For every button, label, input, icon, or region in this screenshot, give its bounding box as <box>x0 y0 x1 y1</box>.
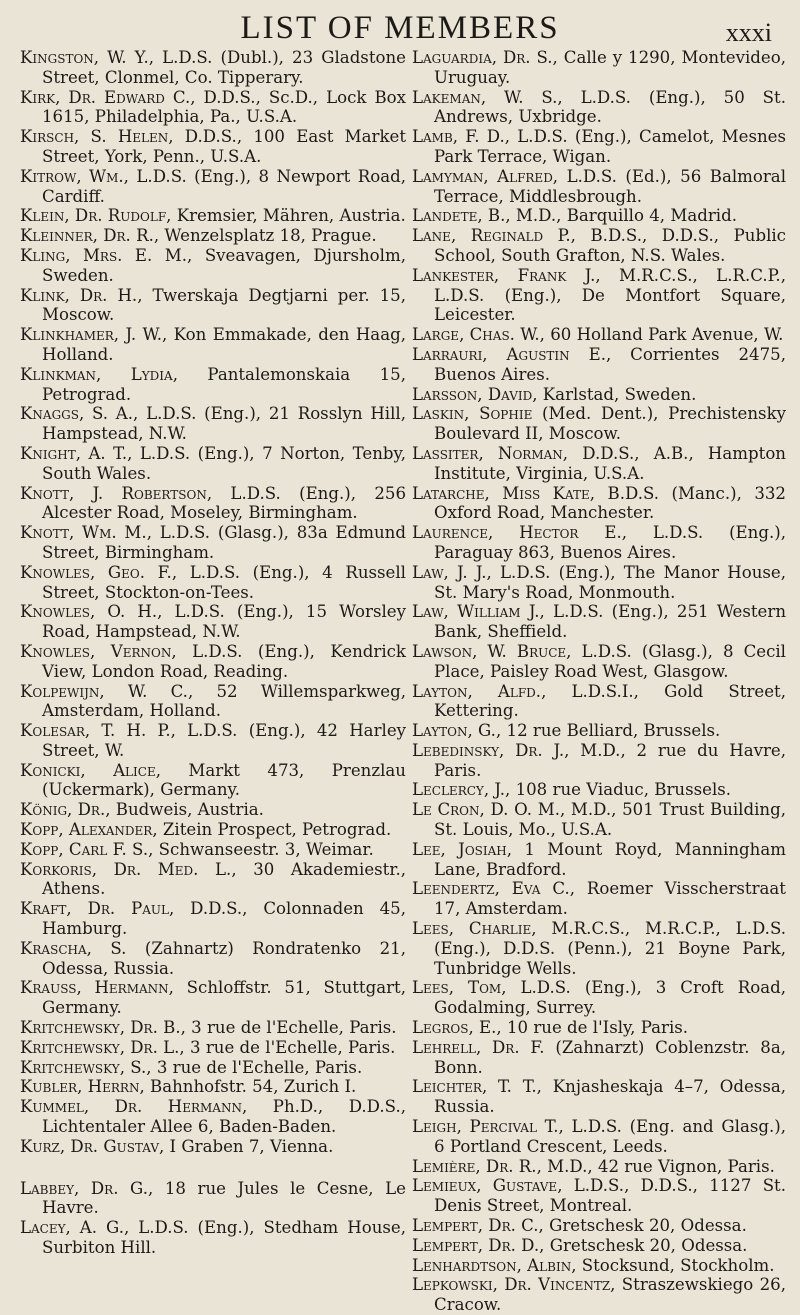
member-entry <box>20 1038 406 1058</box>
member-entry <box>412 484 786 524</box>
member-name: Lacey, A. G., <box>20 1218 130 1238</box>
running-header <box>0 4 800 52</box>
member-entry <box>412 1275 786 1315</box>
member-details: L.D.S. (Eng.), 7 Norton, Tenby, South Wales. <box>42 443 406 483</box>
member-name: Lemieux, Gustave, <box>412 1176 563 1196</box>
member-name: Lempert, Dr. D., <box>412 1235 545 1255</box>
member-entry <box>412 1216 786 1236</box>
member-details: L.D.S. (Dubl.), 23 Gladstone Street, Clonmel, Co. Tipperary. <box>42 48 406 87</box>
member-details: L.D.S. (Glasg.), 8 Cecil Place, Paisley Road West, Glasgow. <box>434 641 786 681</box>
member-entry <box>412 1077 786 1117</box>
member-details: D.D.S., Sc.D., Lock Box 1615, Philadelphia, Pa., U.S.A. <box>42 87 407 127</box>
member-details: 3 rue de l'Echelle, Paris. <box>185 1018 397 1038</box>
right-column <box>412 48 786 1315</box>
page-number: xxxi <box>725 18 772 47</box>
member-details: B.D.S., D.D.S., Public School, South Grafton, N.S. Wales. <box>434 226 786 265</box>
member-details: 30 Akademiestr., Athens. <box>42 859 406 899</box>
member-name: Lankester, Frank J., <box>412 265 601 285</box>
member-name: Knott, J. Robertson, <box>20 483 213 503</box>
member-name: Larsson, David, <box>412 384 538 404</box>
member-details: L.D.S. (Eng. and Glasg.), 6 Portland Crescent, Leeds. <box>434 1117 786 1156</box>
member-entry <box>20 721 406 761</box>
member-entry <box>412 444 786 484</box>
member-entry <box>20 899 406 939</box>
member-details: L.D.S. (Eng.), 8 Newport Road, Cardiff. <box>42 166 407 206</box>
member-details: L.D.S. (Eng.), 42 Harley Street, W. <box>42 721 407 760</box>
member-details: (Med. Dent.), Prechistensky Boulevard II, Moscow. <box>434 404 786 444</box>
member-entry <box>20 48 406 88</box>
member-entry <box>20 246 406 286</box>
member-entry <box>412 1018 786 1038</box>
member-name: Konicki, Alice, <box>20 760 161 780</box>
member-entry <box>412 206 786 226</box>
member-entry <box>412 1038 786 1078</box>
member-entry <box>20 523 406 563</box>
member-name: Layton, G., <box>412 721 502 741</box>
member-details: L.D.S. (Eng.), The Manor House, St. Mary's Road, Monmouth. <box>434 562 786 602</box>
member-entry <box>20 167 406 207</box>
member-details: 12 rue Belliard, Brussels. <box>501 721 721 741</box>
member-details: 1 Mount Royd, Manningham Lane, Bradford. <box>434 839 786 879</box>
member-details: 18 rue Jules le Cesne, Le Havre. <box>42 1178 406 1218</box>
member-entry <box>412 345 786 385</box>
member-name: Le Cron, D. O. <box>412 800 533 820</box>
member-name: Laskin, Sophie <box>412 404 533 424</box>
member-details: M.R.C.S., M.R.C.P., L.D.S. (Eng.), D.D.S. (Penn.), 21 Boyne Park, Tunbridge Wells. <box>434 919 786 978</box>
member-name: Kingston, W. Y., <box>20 48 155 67</box>
member-entry <box>412 325 786 345</box>
member-entry <box>20 602 406 642</box>
member-entry <box>412 741 786 781</box>
member-details: Schwanseestr. 3, Weimar. <box>153 839 374 859</box>
member-details: (Zahnarzt) Coblenzstr. 8a, Bonn. <box>434 1037 787 1077</box>
member-details: Karlstad, Sweden. <box>537 384 697 404</box>
member-name: Lane, Reginald P., <box>412 226 576 246</box>
member-entry <box>20 484 406 524</box>
member-details: M.D., Barquillo 4, Madrid. <box>510 206 737 226</box>
member-entry <box>20 860 406 900</box>
member-entry <box>20 800 406 820</box>
member-details: Bahnhofstr. 54, Zurich I. <box>144 1077 357 1097</box>
member-name: Krauss, Hermann, <box>20 978 174 998</box>
member-entry <box>20 1137 406 1157</box>
member-name: Kurz, Dr. Gustav, <box>20 1136 165 1156</box>
member-name: Kraft, Dr. Paul, <box>20 899 175 919</box>
member-name: Knight, A. T., <box>20 443 133 463</box>
member-name: Klinkhamer, J. W., <box>20 325 168 345</box>
member-entry <box>412 48 786 88</box>
member-name: König, Dr., <box>20 800 111 820</box>
member-entry <box>20 682 406 722</box>
member-details: M.D., 42 rue Vignon, Paris. <box>541 1156 775 1176</box>
member-entry <box>20 840 406 860</box>
member-name: Legros, E., <box>412 1018 502 1038</box>
member-details: Gretschesk 20, Odessa. <box>544 1235 748 1255</box>
member-details: M.R.C.S., L.R.C.P., L.D.S. (Eng.), De Montfort Square, Leicester. <box>434 265 786 325</box>
member-details: L.D.S. (Eng.), 50 St. Andrews, Uxbridge. <box>434 87 786 127</box>
member-name: Kubler, Herrn, <box>20 1077 145 1097</box>
member-name: Klein, Dr. Rudolf, <box>20 206 172 226</box>
member-name: Krascha, S. <box>20 938 127 958</box>
left-column <box>20 48 406 1258</box>
member-entry <box>20 88 406 128</box>
member-details: 3 rue de l'Echelle, Paris. <box>184 1037 396 1057</box>
member-entry <box>20 1018 406 1038</box>
member-details: L.D.S. (Eng.), Paraguay 863, Buenos Aires. <box>434 523 786 562</box>
member-entry <box>412 840 786 880</box>
member-details: L.D.S., D.D.S., 1127 St. Denis Street, Montreal. <box>434 1176 787 1216</box>
member-entry <box>20 1218 406 1258</box>
member-details: L.D.S. (Eng.), Kendrick View, London Road, Reading. <box>42 641 406 681</box>
member-name: Kirsch, S. Helen, <box>20 127 174 147</box>
member-entry <box>20 563 406 603</box>
member-entry <box>20 1179 406 1219</box>
member-details: Gretschesk 20, Odessa. <box>543 1216 747 1236</box>
member-details: B.D.S. (Manc.), 332 Oxford Road, Manchester. <box>434 483 786 523</box>
member-entry <box>20 820 406 840</box>
member-name: Large, Chas. W., <box>412 325 545 345</box>
member-entry <box>20 1058 406 1078</box>
member-name: Kolesar, T. H. P., <box>20 721 176 741</box>
member-entry <box>20 1077 406 1097</box>
member-entry <box>412 167 786 207</box>
member-name: Layton, Alfd., <box>412 681 547 701</box>
member-name: Law, J. J., <box>412 562 492 582</box>
member-details: (Zahnartz) Rondratenko 21, Odessa, Russia. <box>42 938 406 978</box>
member-entry <box>20 127 406 167</box>
member-entry <box>412 602 786 642</box>
member-details: Pantalemonskaia 15, Petrograd. <box>42 364 406 404</box>
member-entry <box>412 780 786 800</box>
member-entry <box>20 365 406 405</box>
member-details: Knjasheskaja 4–7, Odessa, Russia. <box>434 1077 787 1117</box>
member-entry <box>412 682 786 722</box>
member-name: Leendertz, Eva C., <box>412 879 575 899</box>
page-title: LIST OF MEMBERS <box>240 10 560 46</box>
member-name: Lepkowski, Dr. Vincentz, <box>412 1275 616 1295</box>
member-entry <box>412 1256 786 1276</box>
member-entry <box>412 385 786 405</box>
member-details: L.D.S. (Eng.), 256 Alcester Road, Moseley, Birmingham. <box>42 483 407 523</box>
member-name: Lawson, W. Bruce, <box>412 641 572 661</box>
member-details: Schloffstr. 51, Stuttgart, Germany. <box>42 978 406 1018</box>
member-name: Knowles, Geo. F., <box>20 562 178 582</box>
member-entry <box>412 1176 786 1216</box>
member-entry <box>412 1157 786 1177</box>
member-name: Kritchewsky, Dr. B., <box>20 1018 186 1038</box>
member-details: L.D.S. (Eng.), Camelot, Mesnes Park Terrace, Wigan. <box>434 127 786 166</box>
member-entry <box>20 761 406 801</box>
member-details: 3 rue de l'Echelle, Paris. <box>151 1057 363 1077</box>
member-name: Landete, B., <box>412 206 511 226</box>
member-details: L.D.S. (Eng.), 21 Rosslyn Hill, Hampstead, N.W. <box>42 404 406 444</box>
member-details: Zitein Prospect, Petrograd. <box>157 820 392 840</box>
member-name: Knowles, O. H., <box>20 602 163 622</box>
member-entry <box>20 325 406 365</box>
member-details: Wenzelsplatz 18, Prague. <box>159 226 377 246</box>
member-details: L.D.S. (Eng.), Stedham House, Surbiton Hill. <box>42 1218 406 1258</box>
member-details: Roemer Visscherstraat 17, Amsterdam. <box>434 879 786 919</box>
member-name: Lees, Charlie, <box>412 919 537 939</box>
member-details: L.D.S. (Eng.), 4 Russell Street, Stockton-on-Tees. <box>42 562 406 602</box>
member-name: Leigh, Percival T., <box>412 1117 564 1137</box>
member-details: M.D., 2 rue du Havre, Paris. <box>434 740 786 780</box>
member-entry <box>412 978 786 1018</box>
member-name: Lee, Josiah, <box>412 839 513 859</box>
member-entry <box>412 404 786 444</box>
member-name: Lamb, F. D., <box>412 127 511 147</box>
member-name: Kirk, Dr. Edward C., <box>20 87 196 107</box>
member-details: Ph.D., D.D.S., Lichtentaler Allee 6, Baden-Baden. <box>42 1097 406 1137</box>
member-name: Laurence, Hector E., <box>412 523 627 543</box>
member-details: Kremsier, Mähren, Austria. <box>171 206 406 226</box>
member-details: Twerskaja Degtjarni per. 15, Moscow. <box>42 285 406 325</box>
member-details: L.D.S. (Ed.), 56 Balmoral Terrace, Middlesbrough. <box>434 166 786 206</box>
member-details: Kon Emmakade, den Haag, Holland. <box>42 325 406 364</box>
member-name: Lassiter, Norman, <box>412 443 569 463</box>
member-name: Leclercy, J., <box>412 780 511 800</box>
member-details: Calle y 1290, Montevideo, Uruguay. <box>434 48 786 87</box>
member-entry <box>412 523 786 563</box>
member-name: Lempert, Dr. C., <box>412 1216 544 1236</box>
member-name: Klink, Dr. H., <box>20 285 143 305</box>
member-details: 52 Willemsparkweg, Amsterdam, Holland. <box>42 681 406 721</box>
member-entry <box>412 563 786 603</box>
member-name: Lehrell, Dr. F. <box>412 1037 545 1057</box>
member-entry <box>20 978 406 1018</box>
member-details: L.D.S.I., Gold Street, Kettering. <box>434 681 786 721</box>
member-details: D.D.S., Colonnaden 45, Hamburg. <box>42 899 406 939</box>
member-entry <box>20 1097 406 1137</box>
member-name: Lenhardtson, Albin, <box>412 1255 577 1275</box>
member-name: Kritchewsky, Dr. L., <box>20 1037 185 1057</box>
member-name: Klinkman, Lydia, <box>20 364 178 384</box>
member-name: Latarche, Miss Kate, <box>412 483 596 503</box>
member-details: Corrientes 2475, Buenos Aires. <box>434 344 786 384</box>
member-name: Kopp, Alexander, <box>20 820 158 840</box>
member-name: Kleinner, Dr. R., <box>20 226 160 246</box>
section-gap <box>20 1157 406 1179</box>
member-name: Kling, Mrs. E. M., <box>20 245 193 265</box>
member-entry <box>20 286 406 326</box>
member-details: Markt 473, Prenzlau (Uckermark), Germany. <box>42 760 406 800</box>
member-entry <box>20 444 406 484</box>
member-name: Kritchewsky, S., <box>20 1057 152 1077</box>
member-entry <box>412 800 786 840</box>
member-details: D.D.S., 100 East Market Street, York, Penn., U.S.A. <box>42 127 406 166</box>
member-entry <box>412 1236 786 1256</box>
member-entry <box>20 404 406 444</box>
member-name: Korkoris, Dr. Med. L., <box>20 859 237 879</box>
member-entry <box>20 939 406 979</box>
member-entry <box>412 879 786 919</box>
member-details: 10 rue de l'Isly, Paris. <box>501 1018 689 1038</box>
member-name: Kummel, Dr. Hermann, <box>20 1097 248 1117</box>
member-entry <box>412 721 786 741</box>
member-entry <box>20 206 406 226</box>
member-details: L.D.S. (Eng.), 15 Worsley Road, Hampstead, N.W. <box>42 602 406 642</box>
member-name: Knowles, Vernon, <box>20 641 177 661</box>
member-name: Law, William J., <box>412 602 545 622</box>
member-name: Labbey, Dr. G., <box>20 1178 154 1198</box>
member-details: Stocksund, Stockholm. <box>576 1255 775 1275</box>
member-entry <box>20 226 406 246</box>
member-details: L.D.S. (Eng.), 251 Western Bank, Sheffield. <box>434 602 787 642</box>
member-entry <box>412 642 786 682</box>
member-entry <box>412 127 786 167</box>
member-name: Lebedinsky, Dr. J., <box>412 740 570 760</box>
member-details: Budweis, Austria. <box>110 800 264 820</box>
member-name: Lemière, Dr. R., <box>412 1156 542 1176</box>
member-name: Knott, Wm. M., <box>20 523 152 543</box>
member-entry <box>412 919 786 978</box>
member-details: L.D.S. (Eng.), 3 Croft Road, Godalming, Surrey. <box>434 978 786 1018</box>
member-name: Lakeman, W. S., <box>412 87 563 107</box>
member-entry <box>412 266 786 325</box>
member-name: Kitrow, Wm., <box>20 166 129 186</box>
member-entry <box>20 642 406 682</box>
member-name: Kolpewijn, W. C., <box>20 681 194 701</box>
member-details: L.D.S. (Glasg.), 83a Edmund Street, Birmingham. <box>42 523 406 562</box>
member-details: 108 rue Viaduc, Brussels. <box>510 780 732 800</box>
member-entry <box>412 1117 786 1157</box>
member-details: M., M.D., 501 Trust Building, St. Louis, Mo., U.S.A. <box>434 800 786 840</box>
member-name: Lees, Tom, <box>412 978 507 998</box>
member-name: Knaggs, S. A., <box>20 404 139 424</box>
member-name: Larrauri, Agustin E., <box>412 344 612 364</box>
member-details: D.D.S., A.B., Hampton Institute, Virginia, U.S.A. <box>434 443 786 483</box>
member-name: Leichter, T. T., <box>412 1077 542 1097</box>
member-name: Laguardia, Dr. S., <box>412 48 558 67</box>
member-details: Straszewskiego 26, Cracow. <box>434 1275 786 1315</box>
member-details: Sveavagen, Djursholm, Sweden. <box>42 245 406 285</box>
member-details: I Graben 7, Vienna. <box>164 1136 334 1156</box>
member-entry <box>412 88 786 128</box>
member-entry <box>412 226 786 266</box>
member-name: Kopp, Carl F. S., <box>20 839 154 859</box>
member-details: 60 Holland Park Avenue, W. <box>544 325 784 345</box>
member-name: Lamyman, Alfred, <box>412 166 559 186</box>
